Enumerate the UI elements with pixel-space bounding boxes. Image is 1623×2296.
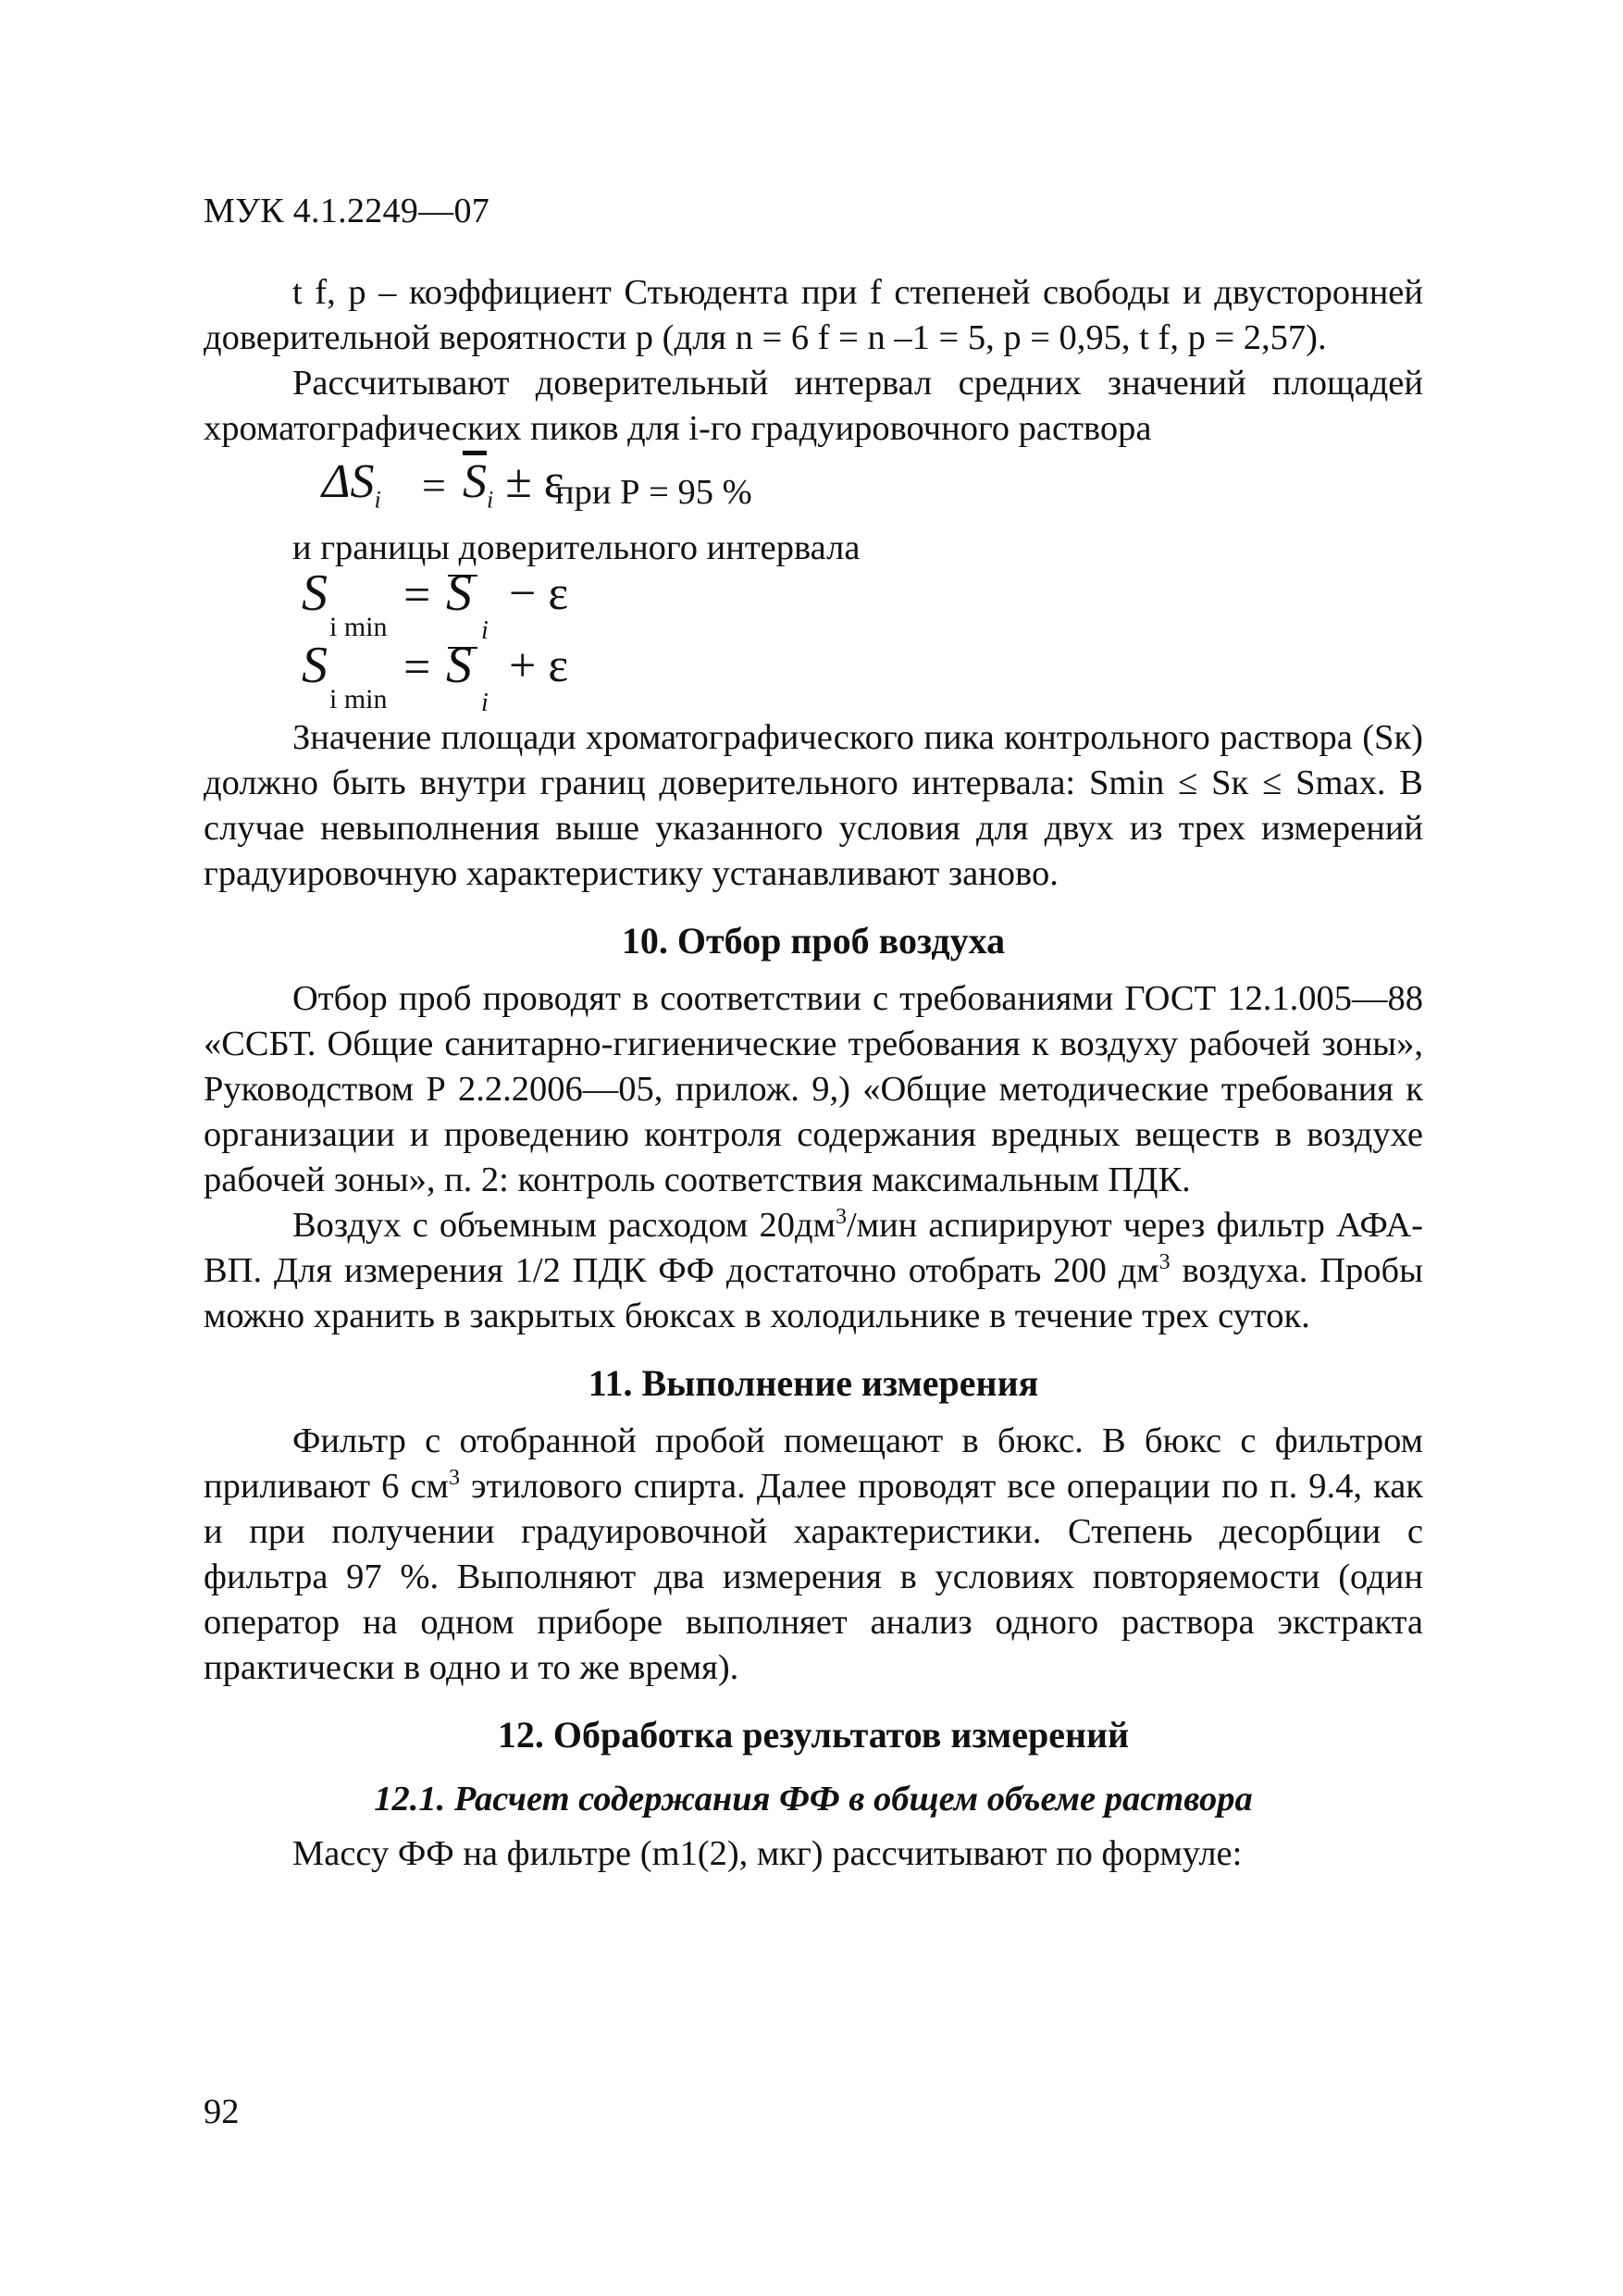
paragraph-interval-bounds: и границы доверительного интервала [292, 528, 861, 567]
section-10-paragraph-1: Отбор проб проводят в соответствии с требованиями ГОСТ 12.1.005—88 «ССБТ. Общие санитарно-гигиенические требования к воздуху рабочей зоны», Руководством Р 2.2.2006—05, прилож. 9,) «Общие методические требования к организации и проведению контроля содержания вредных веществ в воздухе рабочей зоны», п. 2: контроль соответствия максимальным ПДК. [204, 979, 1423, 1199]
paragraph-confidence-interval: Рассчитывают доверительный интервал средних значений площадей хроматографических пиков для i-го градуировочного раствора [204, 364, 1423, 448]
formula-delta-condition: при Р = 95 % [555, 473, 752, 512]
formula-delta-lhs: $\Delta S_i$ [322, 455, 381, 514]
paragraph-control-solution: Значение площади хроматографического пика контрольного раствора (Sк) должно быть внутри границ доверительного интервала: Smin ≤ Sк ≤ Smax. В случае невыполнения выше указанного условия для двух из трех измерений градуировочную характеристику устанавливают заново. [204, 718, 1423, 893]
section-11-paragraph: Фильтр с отобранной пробой помещают в бюкс. В бюкс с фильтром приливают 6 $см^3$ этилового спирта. Далее проводят все операции по п. 9.4, как и при получении градуировочной характеристики. Степень десорбции с фильтра 97 %. Выполняют два измерения в условиях повторяемости (один оператор на одном приборе выполняет анализ одного раствора экстракта практически в одно и то же время). [204, 1421, 1423, 1687]
running-header: МУК 4.1.2249—07 [204, 192, 490, 230]
paragraph-student-coefficient: t f, p – коэффициент Стьюдента при f степеней свободы и двусторонней доверительной вероятности p (для n = 6 f = n –1 = 5, p = 0,95, t f, p = 2,57). [204, 273, 1423, 357]
section-12-heading: 12. Обработка результатов измерений [497, 1714, 1130, 1756]
subsection-12-1-heading: 12.1. Расчет содержания ФФ в общем объеме раствора [374, 1780, 1253, 1818]
formula-delta-rhs: $\overline{S}_i \pm \varepsilon$ [463, 455, 564, 514]
formula-delta-s: $\Delta S_i$ = $\overline{S}_i \pm \varepsilon$ при Р = 95 % [204, 457, 1423, 526]
section-10-heading: 10. Отбор проб воздуха [621, 920, 1006, 962]
page-number: 92 [204, 2092, 240, 2131]
page-body [204, 270, 1423, 1877]
section-11-heading: 11. Выполнение измерения [588, 1362, 1039, 1404]
section-10-paragraph-2: Воздух с объемным расходом $20дм^3$/мин аспирируют через фильтр АФА-ВП. Для измерения 1/2 ПДК ФФ достаточно отобрать 200 $дм^3$ воздуха. Пробы можно хранить в закрытых бюксах в холодильнике в течение трех суток. [204, 1205, 1423, 1335]
section-12-paragraph: Массу ФФ на фильтре (m1(2), мкг) рассчитывают по формуле: [292, 1834, 1243, 1873]
formula-s-max: S i min = S i + ε [302, 637, 569, 717]
formula-s-min: S i min = S i − ε [302, 565, 569, 645]
